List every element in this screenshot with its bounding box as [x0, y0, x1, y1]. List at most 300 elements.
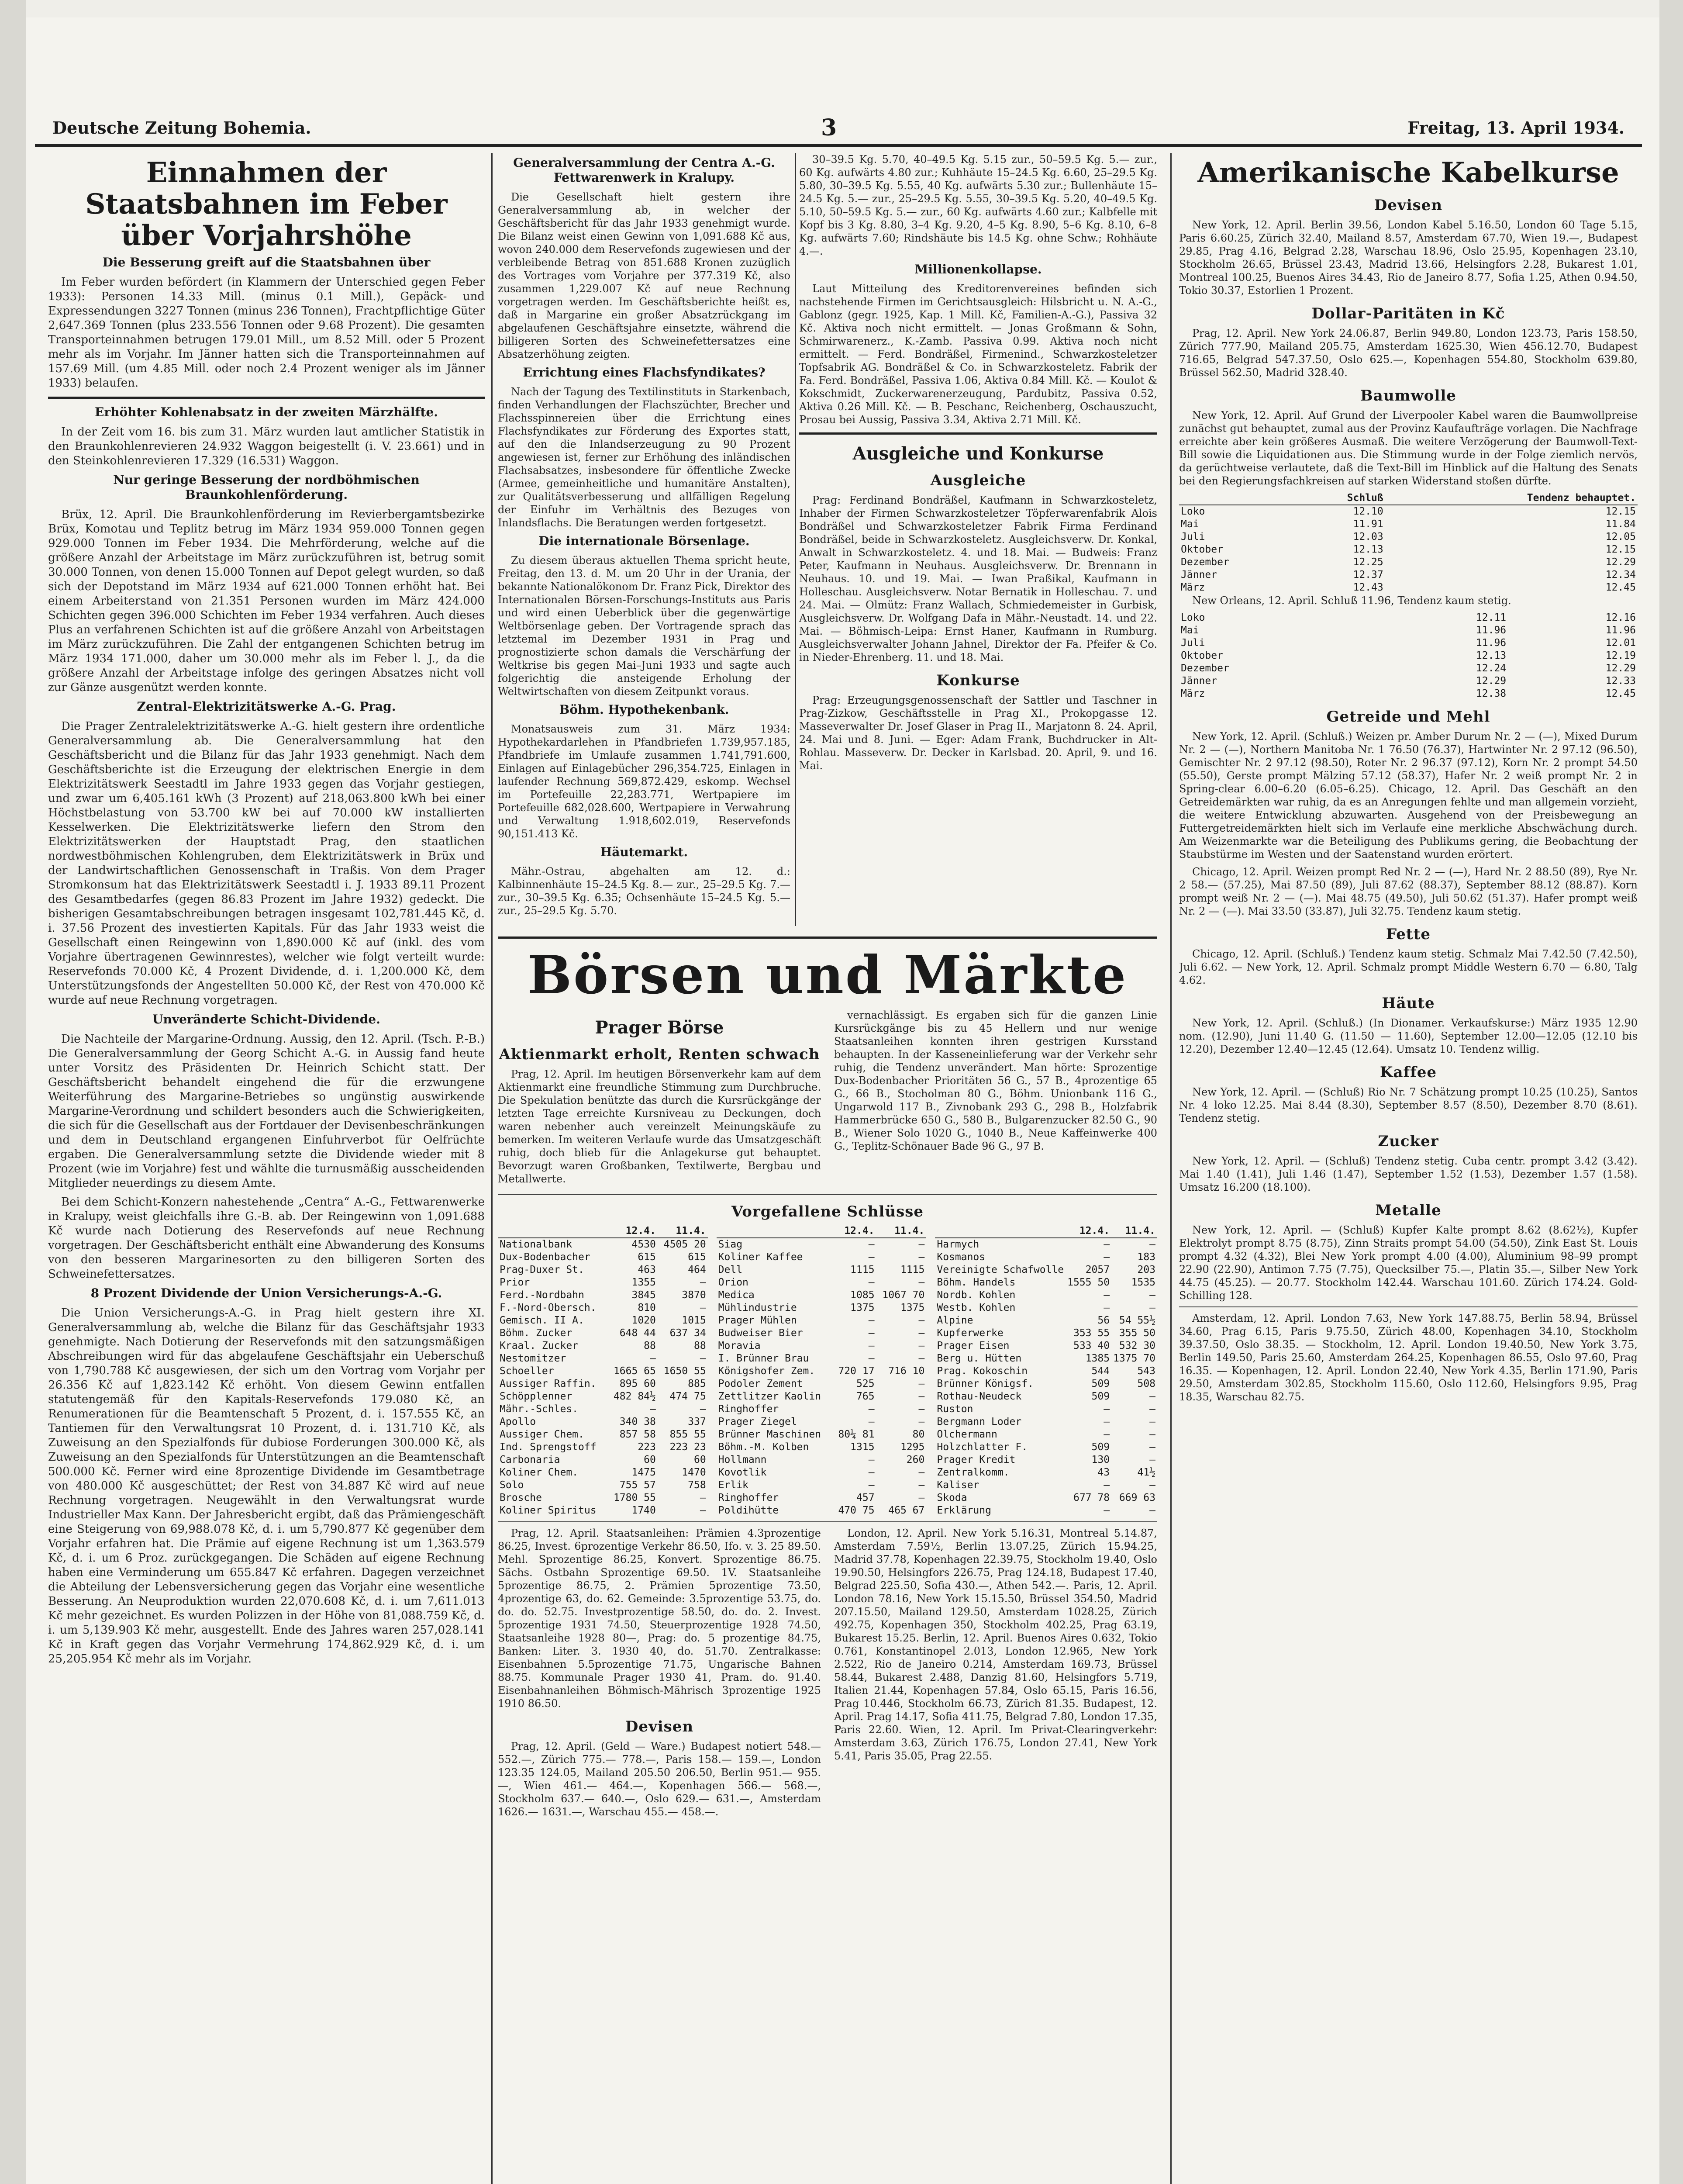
table-cell: 463 [638, 1264, 656, 1275]
table-cell: 12.38 [1476, 688, 1507, 699]
table-cell: 56 [1097, 1315, 1110, 1326]
section-subheading: Konkurse [936, 672, 1020, 689]
article-paragraph: vernachlässigt. Es ergaben sich für die ganzen Linie Kursrückgänge bis zu 45 Hellern und nur wenige Staatsanleihen konnten ihren gestrigen Kursstand behaupten. In der Kasseneinlieferung war der Verkehr sehr ruhig, die Tendenz unverändert. Man hörte: Sprozentige Dux-Bodenbacher Prioritäten 56 G., 57 B., 4prozentige 65 G., 66 B., Stocholman 80 G., Böhm. Unionbank 116 G., Ungarwold 117 B., Zivnobank 293 G., 298 B., Holzfabrik Hammerbrücke 650 G., 580 B., Bulgarenzucker 82.50 G., 90 B., Wiener Solo 1020 G., 1040 B., Neue Kaffeinwerke 400 G., Teplitz-Schönauer Bade 96 G., 97 B. [834, 1009, 1157, 1152]
table-row [717, 1479, 927, 1492]
table-cell: 12.25 [1353, 556, 1383, 568]
table-cell: 60 [693, 1454, 706, 1465]
table-cell: 543 [1137, 1365, 1156, 1377]
table-cell: Mai [1181, 518, 1199, 530]
table-cell: 533 40 [1073, 1340, 1110, 1351]
table-cell: Dezember [1181, 556, 1229, 568]
table-row [1179, 543, 1638, 556]
table-row [935, 1428, 1157, 1441]
table-header-row [935, 1225, 1157, 1238]
table-row [935, 1251, 1157, 1264]
table-cell: Kosmanos [937, 1251, 986, 1263]
table-row [498, 1390, 708, 1403]
table-cell: 80 [912, 1429, 925, 1440]
table-row [498, 1352, 708, 1365]
table-cell: Apollo [500, 1416, 536, 1427]
section-divider [498, 1521, 1157, 1522]
table-cell: Hollmann [718, 1454, 767, 1465]
table-cell: Poldihütte [718, 1505, 779, 1516]
table-row [498, 1238, 708, 1251]
markets-section [498, 930, 1157, 2184]
table-cell: 12.16 [1605, 612, 1636, 623]
article-paragraph: Prag, 12. April. (Geld — Ware.) Budapest notiert 548.— 552.—, Zürich 775.— 778.—, Paris 158.— 159.—, London 123.35 124.05, Mailand 205.50 206.50, Berlin 951.— 955.—, Wien 461.— 464.—, Kopenhagen 566.— 568.—, Stockholm 637.— 640.—, Oslo 629.— 631.—, Amsterdam 1626.— 1631.—, Warschau 455.— 458.—. [498, 1740, 821, 1818]
table-row [1179, 518, 1638, 531]
article-paragraph: Chicago, 12. April. (Schluß.) Tendenz kaum stetig. Schmalz Mai 7.42.50 (7.42.50), Juli 6.62. — New York, 12. April. Schmalz prompt Middle Western 6.70 — 6.80, Talg 4.62. [1179, 948, 1638, 986]
table-row [935, 1416, 1157, 1428]
table-cell: 669 63 [1119, 1492, 1156, 1503]
section-divider [498, 1194, 1157, 1195]
table-row [717, 1466, 927, 1479]
table-row [935, 1276, 1157, 1289]
table-row [1179, 556, 1638, 569]
table-cell: Juli [1181, 637, 1205, 649]
table-row [717, 1340, 927, 1352]
table-cell: 4505 20 [663, 1239, 706, 1250]
table-cell: Erklärung [937, 1505, 991, 1516]
table-cell: Prager Kredit [937, 1454, 1016, 1465]
table-cell: — [918, 1492, 925, 1503]
table-cell: — [1149, 1239, 1156, 1250]
table-cell: — [1104, 1403, 1110, 1415]
article-paragraph: New York, 12. April. Auf Grund der Liverpooler Kabel waren die Baumwollpreise zunächst gut behauptet, zumal aus der Provinz Kaufaufträge vorlagen. Die Nachfrage erreichte aber kein größeres Ausmaß. Die weitere Verzögerung der Baumwoll-Text-Bill sowie die Liquidationen aus. Die Stimmung wurde in der Folge ziemlich nervös, da gerüchtweise verlautete, daß die Text-Bill im Hinblick auf die Haltung des Senats bei den Regierungsfachkreisen auf starken Widerstand stoßen dürfte. [1179, 409, 1638, 487]
table-cell: Juli [1181, 531, 1205, 543]
table-row [498, 1302, 708, 1314]
table-cell: 648 44 [619, 1327, 656, 1339]
section-subheading: Getreide und Mehl [1326, 708, 1490, 726]
cotton-table [1179, 492, 1638, 594]
issue-date: Freitag, 13. April 1934. [1407, 118, 1624, 138]
section-subheading: Devisen [625, 1718, 694, 1735]
table-cell: 465 67 [888, 1505, 925, 1516]
section-subheading: Zucker [1378, 1133, 1439, 1150]
table-cell: — [868, 1239, 875, 1250]
article-paragraph: Zu diesem überaus aktuellen Thema spricht heute, Freitag, den 13. d. M. um 20 Uhr in der Urania, der bekannte Nationalökonom Dr. Franz Pick, Direktor des Internationalen Börsen-Forschungs-Instituts aus Paris und wird einen Ueberblick über die gegenwärtige Weltbörsenlage geben. Der Vortragende sprach das letztemal im Dezember 1931 in Prag und prognostizierte schon damals die Verschärfung der Weltkrise bis gegen Mai–Juni 1933 und sagte auch folgerichtig die ansteigende Erholung der Weltwirtschaften von diesem Zeitpunkt voraus. [498, 554, 790, 698]
table-cell: 1780 55 [613, 1492, 656, 1503]
article-title: Zentral-Elektrizitätswerke A.-G. Prag. [137, 699, 396, 714]
table-row [498, 1365, 708, 1378]
table-cell: Jänner [1181, 675, 1217, 687]
table-cell: Mähr.-Schles. [500, 1403, 579, 1415]
table-cell: — [700, 1492, 706, 1503]
table-row [935, 1378, 1157, 1390]
table-header-cell: 12.4. [833, 1225, 876, 1238]
table-row [498, 1340, 708, 1352]
table-row [498, 1314, 708, 1327]
table-cell: 43 [1097, 1467, 1110, 1478]
table-cell: 615 [688, 1251, 706, 1263]
table-header-cell [935, 1225, 1066, 1238]
table-row [1179, 624, 1638, 637]
table-row [935, 1479, 1157, 1492]
table-cell: Prager Mühlen [718, 1315, 797, 1326]
table-cell: Oktober [1181, 650, 1223, 661]
table-row [935, 1492, 1157, 1504]
section-subheading: Devisen [1374, 197, 1443, 214]
table-row [1179, 675, 1638, 688]
table-cell: Berg u. Hütten [937, 1353, 1022, 1364]
table-row [498, 1276, 708, 1289]
table-cell: 509 [1091, 1378, 1110, 1389]
article-paragraph: Mähr.-Ostrau, abgehalten am 12. d.: Kalbinnenhäute 15–24.5 Kg. 8.— zur., 25–29.5 Kg. 7.— zur., 30–39.5 Kg. 6.35; Ochsenhäute 15–24.5 Kg. 5.— zur., 25–29.5 Kg. 5.70. [498, 865, 790, 917]
table-cell: 508 [1137, 1378, 1156, 1389]
table-cell: — [868, 1340, 875, 1351]
table-cell: — [650, 1403, 656, 1415]
table-cell: 720 17 [838, 1365, 875, 1377]
table-cell: 60 [644, 1454, 656, 1465]
table-cell: Zentralkomm. [937, 1467, 1010, 1478]
section-divider [498, 936, 1157, 939]
article-paragraph: Prag, 12. April. Staatsanleihen: Prämien 4.3prozentige 86.25, Invest. 6prozentige Verkehr 86.50, Ifo. v. 3. 25 89.50. Mehl. Sprozentige 86.25, Konvert. Sprozentige 86.75. Sächs. Ostbahn Sprozentige 69.50. 1V. Staatsanleihe 5prozentige 86.75, 2. Prämien 5prozentige 73.50, 4prozentige 63, do. 62. Gemeinde: 3.5prozentige 53.75, do. do. do. 52.75. Investprozentige 58.50, do. do. 2. Invest. 5prozentige 1931 74.50, Steuerprozentige 1928 74.50, Staatsanleihe 1928 80—, Prag: do. 5 prozentige 84.75, Banken: Liter. 3. 1930 40, do. 51.70. Zentralkasse: Eisenbahnen 5.5prozentige 71.75, Ungarische Bahnen 88.75. Kommunale Prager 1930 41, Pram. do. 91.40. Eisenbahnanleihen Böhmisch-Mährisch 3prozentige 1925 1910 86.50. [498, 1527, 821, 1710]
table-header-cell: 11.4. [658, 1225, 708, 1238]
table-cell: Podoler Zement [718, 1378, 803, 1389]
article-title: Die internationale Börsenlage. [538, 534, 750, 548]
stocks-tables [498, 1225, 1157, 1517]
table-cell: Ringhoffer [718, 1492, 779, 1503]
table-row [498, 1441, 708, 1454]
table-cell: Ruston [937, 1403, 973, 1415]
article-paragraph: Die Union Versicherungs-A.-G. in Prag hielt gestern ihre XI. Generalversammlung ab, welche die Bilanz für das Geschäftsjahr 1933 genehmigte. Nach Dotierung der Reservefonds mit den satzungsmäßigen Abschreibungen wird für das abgelaufene Geschäftsjahr ein Ueberschuß von 1,790.788 Kč ausgewiesen, der sich um den Vortrag vom Vorjahr per 26.356 Kč auf 1,823.142 Kč erhöht. Von diesem Gewinn entfallen statutengemäß für den Kapitals-Reservefonds 179.080 Kč, an Renumerationen für die Beamtenschaft 5 Prozent, d. i. 157.555 Kč, an Tantiemen für den Verwaltungsrat 10 Prozent, d. i. 131.710 Kč, als Zuweisung an den Spezialfonds für dubiose Forderungen 300.000 Kč, als Zuweisung an den Spezialfonds für Unterstützungen an die Beamtenschaft 500.000 Kč. Ferner wird eine 8prozentige Dividende im Gesamtbetrage von 480.000 Kč ausgeschüttet; der Rest von 34.887 Kč wird auf neue Rechnung vorgetragen. Neugewählt in den Verwaltungsrat wurde Industrieller Max Kann. Der Jahresbericht ergibt, daß das Prämiengeschäft eine Steigerung von 69,988.078 Kč, d. i. um 5,790.877 Kč gegenüber dem Vorjahr erfahren hat. Die Prämie auf eigene Rechnung ist um 1,363.579 Kč, d. i. um 6 Proz. zurückgegangen. Die Schäden auf eigene Rechnung haben eine Verminderung um 655.847 Kč erfahren. Dagegen verzeichnet die Abteilung der Lebensversicherung gegen das Vorjahr eine wesentliche Besserung. An Neuproduktion wurden 22,070.608 Kč, d. i. um 7,611.013 Kč mehr gezeichnet. Es wurden Polizzen in der Höhe von 81,088.759 Kč, d. i. um 5,139.903 Kč mehr, ausgestellt. Ende des Jahres waren 257,028.141 Kč in Kraft gegen das Vorjahr Vermehrung 174,862.929 Kč, d. i. um 25,205.954 Kč mehr als im Vorjahr. [48, 1306, 485, 1666]
table-cell: — [918, 1239, 925, 1250]
table-cell: — [1149, 1391, 1156, 1402]
table-row [935, 1340, 1157, 1352]
table-row [498, 1264, 708, 1276]
table-cell: 353 55 [1073, 1327, 1110, 1339]
article-paragraph: Die Gesellschaft hielt gestern ihre Generalversammlung ab, in welcher der Geschäftsbericht für das Jahr 1933 genehmigt wurde. Die Bilanz weist einen Gewinn von 1,091.688 Kč aus, wovon 240.000 dem Reservefonds zugewiesen und der verbleibende Betrag von 851.688 Kronen zuzüglich des Vortrages vom Vorjahre per 377.319 Kč, also zusammen 1,229.007 Kč auf neue Rechnung vorgetragen werden. Im Geschäftsberichte heißt es, daß in Margarine ein großer Absatzrückgang im abgelaufenen Geschäftsjahre einsetzte, während die billigeren Sorten des Schweinefettersatzes eine Absatzerhöhung zeigten. [498, 191, 790, 360]
table-cell: 12.29 [1605, 663, 1636, 674]
section-divider [799, 432, 1157, 435]
table-cell: — [918, 1315, 925, 1326]
table-cell: Böhm. Handels [937, 1277, 1016, 1288]
table-cell: 532 30 [1119, 1340, 1156, 1351]
table-cell: 855 55 [669, 1429, 706, 1440]
article-paragraph: New York, 12. April. Berlin 39.56, London Kabel 5.16.50, London 60 Tage 5.15, Paris 6.60.25, Zürich 32.40, Mailand 8.57, Amsterdam 67.70, Wien 19.—, Budapest 29.85, Prag 4.16, Belgrad 2.28, Warschau 18.96, Oslo 25.95, Kopenhagen 23.10, Stockholm 26.65, Brüssel 23.43, Madrid 13.66, Helsingfors 2.28, Bukarest 1.01, Montreal 100.25, Buenos Aires 34.43, Rio de Janeiro 8.77, Sofia 1.25, Athen 0.94.50, Tokio 30.37, Estorlien 1 Prozent. [1179, 219, 1638, 297]
section-divider [1179, 1306, 1638, 1307]
table-cell: Kovotlik [718, 1467, 767, 1478]
table-row [935, 1454, 1157, 1466]
table-header-cell [1179, 492, 1296, 505]
table-row [498, 1428, 708, 1441]
table-cell: 3845 [631, 1289, 656, 1301]
table-cell: — [868, 1251, 875, 1263]
table-cell: 88 [693, 1340, 706, 1351]
article-paragraph: New York, 12. April. — (Schluß) Kupfer Kalte prompt 8.62 (8.62½), Kupfer Elektrolyt prompt 8.75 (8.75), Zinn Straits prompt 54.00 (54.50), Zink East St. Louis prompt 4.32 (4.32), Blei New York prompt 4.00 (4.00), Aluminium 98–99 prompt 22.90 (22.90), Antimon 7.75 (7.75), Quecksilber 75.—, Platin 35.—, Silber New York 44.75 (45.25). — 20.77. Stockholm 142.44. Warschau 101.60. Zürich 174.24. Gold-Schilling 128. [1179, 1224, 1638, 1302]
table-row [717, 1314, 927, 1327]
table-cell: 1375 [850, 1302, 875, 1313]
table-cell: 12.13 [1476, 650, 1507, 661]
table-cell: 1020 [631, 1315, 656, 1326]
table-cell: — [1104, 1289, 1110, 1301]
table-cell: 637 34 [669, 1327, 706, 1339]
table-row [717, 1276, 927, 1289]
table-cell: — [1149, 1429, 1156, 1440]
table-row [717, 1251, 927, 1264]
table-cell: Böhm.-M. Kolben [718, 1441, 809, 1453]
table-cell: 885 [688, 1378, 706, 1389]
article-paragraph: Nach der Tagung des Textilinstituts in Starkenbach, finden Verhandlungen der Flachszüchter, Brecher und Flachsspinnereien über die Errichtung eines Flachsfyndikates zur Förderung des Exportes statt, auf den die Inlandserzeugung zu 90 Prozent angewiesen ist, ferner zur Erhöhung des inländischen Flachsabsatzes, insbesondere für öffentliche Zwecke (Armee, gemeinheitliche und humanitäre Anstalten), zur Qualitätsverbesserung und allfälligen Regelung der Einfuhr im Verhältnis des Bezuges von Inlandsflachs. Die Beratungen werden fortgesetzt. [498, 386, 790, 529]
table-cell: 1295 [900, 1441, 925, 1453]
section-subheading: Fette [1386, 926, 1431, 943]
table-cell: Oktober [1181, 544, 1223, 555]
article-paragraph: Bei dem Schicht-Konzern nahestehende „Centra“ A.-G., Fettwarenwerke in Kralupy, weist gleichfalls ihre G.-B. ab. Der Reingewinn von 1,091.688 Kč wurde nach Dotierung des Reservefonds auf neue Rechnung vorgetragen. Der Geschäftsbericht enthält eine Abwanderung des Konsums von den besseren Margarinesorten zu den billigeren Sorten des Schweinefettersatzes. [48, 1196, 485, 1281]
table-cell: — [918, 1353, 925, 1364]
table-cell: 1385 [1085, 1353, 1110, 1364]
table-cell: — [918, 1340, 925, 1351]
table-row [935, 1352, 1157, 1365]
article-paragraph: Brüx, 12. April. Die Braunkohlenförderung im Revierbergamtsbezirke Brüx, Komotau und Teplitz betrug im März 1934 959.000 Tonnen gegen 929.000 Tonnen im Feber 1934. Die Mehrförderung, welche auf die größere Anzahl der Arbeitstage im März zurückzuführen ist, betrug somit 30.000 Tonnen, von denen 15.000 Tonnen auf Depot gelegt wurden, so daß sich der Depotstand im März 1934 auf 621.000 Tonnen erhöht hat. Bei einem Arbeiterstand von 21.351 Personen wurden im März 424.000 Schichten gegen 396.000 Schichten im Feber 1934 verfahren. Auch dieses Plus an verfahrenen Schichten ist auf die größere Anzahl von Arbeitstagen im März zurückzuführen. Die Zahl der entgangenen Schichten betrug im März 1934 171.000, daher um 30.000 mehr als im Feber l. J., da die größere Anzahl der Arbeitstage infolge des geringen Absatzes nicht voll zur Gänze ausgenützt werden konnte. [48, 508, 485, 694]
table-cell: Ringhoffer [718, 1403, 779, 1415]
table-row [717, 1289, 927, 1302]
table-cell: Brünner Maschinen [718, 1429, 821, 1440]
table-cell: Schoeller [500, 1365, 554, 1377]
table-row [498, 1403, 708, 1416]
table-cell: Brosche [500, 1492, 542, 1503]
table-cell: 457 [856, 1492, 875, 1503]
table-cell: 895 60 [619, 1378, 656, 1389]
table-cell: — [918, 1403, 925, 1415]
table-cell: 1475 [631, 1467, 656, 1478]
table-cell: Dezember [1181, 663, 1229, 674]
table-cell: 1665 65 [613, 1365, 656, 1377]
table-row [717, 1302, 927, 1314]
table-row [1179, 650, 1638, 662]
table-row [498, 1504, 708, 1517]
table-cell: — [868, 1467, 875, 1478]
section-divider [48, 397, 485, 399]
table-cell: Dell [718, 1264, 743, 1275]
table-cell: 12.19 [1605, 650, 1636, 661]
article-paragraph: New Orleans, 12. April. Schluß 11.96, Tendenz kaum stetig. [1192, 594, 1511, 607]
table-cell: Prag-Duxer St. [500, 1264, 584, 1275]
table-cell: 12.29 [1476, 675, 1507, 687]
article-paragraph: London, 12. April. New York 5.16.31, Montreal 5.14.87, Amsterdam 7.59½, Berlin 13.07.25, Zürich 15.94.25, Madrid 37.78, Kopenhagen 22.39.75, Stockholm 19.40, Oslo 19.90.50, Helsingfors 226.75, Prag 124.18, Budapest 17.40, Belgrad 225.50, Sofia 430.—, Athen 542.—. Paris, 12. April. London 78.16, New York 15.15.50, Brüssel 354.50, Madrid 207.15.50, Mailand 129.50, Amsterdam 1028.25, Zürich 492.75, Kopenhagen 350, Stockholm 402.25, Prag 63.19, Bukarest 15.25. Berlin, 12. April. Buenos Aires 0.632, Tokio 0.761, Konstantinopel 2.013, London 12.965, New York 2.522, Rio de Janeiro 0.214, Amsterdam 169.73, Brüssel 58.44, Bukarest 2.488, Danzig 81.60, Helsingfors 5.719, Italien 21.44, Kopenhagen 57.84, Oslo 65.15, Paris 16.56, Prag 10.446, Stockholm 66.73, Zürich 81.35. Budapest, 12. April. Prag 14.17, Sofia 411.75, Belgrad 7.80, London 17.35, Paris 22.60. Wien, 12. April. Im Privat-Clearingverkehr: Amsterdam 3.63, Zürich 176.75, London 27.41, New York 5.41, Paris 35.05, Prag 22.55. [834, 1527, 1157, 1762]
table-cell: — [1149, 1441, 1156, 1453]
table-row [1179, 637, 1638, 650]
article-paragraph: Chicago, 12. April. Weizen prompt Red Nr. 2 — (—), Hard Nr. 2 88.50 (89), Rye Nr. 2 58.— (57.25), Mai 87.50 (89), Juli 87.62 (88.37), September 88.12 (88.87). Korn prompt weiß Nr. 2 — (—). Mai 48.75 (49.50), Juli 50.62 (51.37). Hafer prompt weiß Nr. 2 — (—). Mai 33.50 (33.87), Juli 32.75. Tendenz kaum stetig. [1179, 866, 1638, 917]
table-cell: Rothau-Neudeck [937, 1391, 1022, 1402]
table-row [1179, 662, 1638, 675]
table-cell: — [1149, 1479, 1156, 1491]
table-cell: Loko [1181, 506, 1205, 517]
table-header-cell: 11.4. [876, 1225, 927, 1238]
table-cell: 1085 [850, 1289, 875, 1301]
table-cell: — [1149, 1505, 1156, 1516]
table-row [935, 1238, 1157, 1251]
table-header-cell: Tendenz behauptet. [1385, 492, 1638, 505]
table-cell: 12.01 [1605, 637, 1636, 649]
table-row [935, 1289, 1157, 1302]
article-title: Unveränderte Schicht-Dividende. [152, 1012, 380, 1026]
table-cell: 3870 [682, 1289, 706, 1301]
table-cell: — [918, 1277, 925, 1288]
table-row [717, 1352, 927, 1365]
table-cell: 1650 55 [663, 1365, 706, 1377]
section-subheading: Metalle [1375, 1202, 1442, 1219]
table-row [935, 1327, 1157, 1340]
table-cell: — [700, 1505, 706, 1516]
article-subhead: Die Besserung greift auf die Staatsbahnen über [102, 255, 431, 270]
article-paragraph: Die Nachteile der Margarine-Ordnung. Aussig, den 12. April. (Tsch. P.-B.) Die Generalversammlung der Georg Schicht A.-G. in Aussig fand heute unter Vorsitz des Präsidenten Dr. Heinrich Schicht statt. Der Geschäftsbericht behandelt eingehend die für die erzwungene Weiterführung des Margarine-Betriebes so ungünstig auswirkende Margarine-Verordnung und schildert besonders auch die Schwierigkeiten, die sich für die Gesellschaft aus der Fortdauer der Devisenbeschränkungen und dem in Deutschland ergangenen Einfuhrverbot für Oelfrüchte ergaben. Die Generalversammlung setzte die Dividende wieder mit 8 Prozent (wie im Vorjahre) fest und wählte die turnusmäßig ausscheidenden Mitglieder neuerdings zu diesem Amte. [48, 1033, 485, 1190]
table-cell: 11.96 [1605, 625, 1636, 636]
table-cell: Kupferwerke [937, 1327, 1004, 1339]
table-cell: — [1149, 1302, 1156, 1313]
article-paragraph: New York, 12. April. (Schluß.) (In Dionamer. Verkaufskurse:) März 1935 12.90 nom. (12.90), Juni 11.40 G. (11.50 — 11.60), September 12.00—12.05 (12.10 bis 12.20), Dezember 12.40—12.45 (12.64). Umsatz 10. Tendenz willig. [1179, 1017, 1638, 1055]
table-cell: 470 75 [838, 1505, 875, 1516]
table-cell: — [1104, 1479, 1110, 1491]
table-cell: 525 [856, 1378, 875, 1389]
table-row [717, 1454, 927, 1466]
section-subheading: Aktienmarkt erholt, Renten schwach [499, 1046, 820, 1063]
table-cell: 509 [1091, 1441, 1110, 1453]
table-cell: — [650, 1353, 656, 1364]
table-cell: Mai [1181, 625, 1199, 636]
table-cell: 12.33 [1605, 675, 1636, 687]
article-title: Böhm. Hypothekenbank. [559, 702, 729, 717]
scan-margin-right [1659, 0, 1683, 2184]
table-cell: — [1104, 1302, 1110, 1313]
table-cell: Prag. Kokoschin [937, 1365, 1028, 1377]
table-cell: Bergmann Loder [937, 1416, 1022, 1427]
table-cell: 12.43 [1353, 582, 1383, 593]
table-cell: 130 [1091, 1454, 1110, 1465]
table-row [1179, 612, 1638, 624]
table-cell: — [868, 1277, 875, 1288]
table-row [717, 1441, 927, 1454]
table-cell: Skoda [937, 1492, 967, 1503]
table-cell: 11.84 [1605, 518, 1636, 530]
page-number: 3 [821, 114, 837, 141]
table-row [1179, 688, 1638, 700]
table-cell: 12.13 [1353, 544, 1383, 555]
table-cell: 755 57 [619, 1479, 656, 1491]
table-cell: Kaliser [937, 1479, 979, 1491]
table-row [717, 1390, 927, 1403]
table-cell: — [700, 1277, 706, 1288]
table-cell: Ferd.-Nordbahn [500, 1289, 584, 1301]
table-cell: Medica [718, 1289, 755, 1301]
cotton-table [1179, 612, 1638, 700]
table-row [717, 1492, 927, 1504]
table-row [1179, 531, 1638, 543]
table-cell: Westb. Kohlen [937, 1302, 1016, 1313]
table-row [498, 1416, 708, 1428]
table-cell: Vereinigte Schafwolle [937, 1264, 1064, 1275]
article-title: Generalversammlung der Centra A.-G. Fettwarenwerk in Kralupy. [513, 156, 775, 185]
table-cell: 88 [644, 1340, 656, 1351]
table-cell: — [868, 1454, 875, 1465]
table-cell: 1375 70 [1113, 1353, 1156, 1364]
table-cell: Gemisch. II A. [500, 1315, 584, 1326]
article-paragraph: Prag: Ferdinand Bondräßel, Kaufmann in Schwarzkosteletz, Inhaber der Firmen Schwarzkosteletzer Töpferwarenfabrik Alois Bondräßel und Schwarzkosteletzer Fabrik Firma Ferdinand Bondräßel, beide in Schwarzkosteletz. Ausgleichsverw. Dr. Konkal, Anwalt in Schwarzkosteletz. 4. und 18. Mai. — Budweis: Franz Peter, Kaufmann in Neuhaus. Ausgleichsverw. Dr. Brennann in Neuhaus. 10. und 19. Mai. — Iwan Praßikal, Kaufmann in Holleschau. Ausgleichsverw. Notar Bernatik in Holleschau. 7. und 24. Mai. — Olmütz: Franz Wallach, Schmiedemeister in Gurbisk, Ausgleichsverw. Dr. Wolfgang Dafa in Mähr.-Neustadt. 14. und 22. Mai. — Böhmisch-Leipa: Ernst Haner, Kaufmann in Rumburg. Ausgleichsverwalter Johann Jahnel, Direktor der Fa. Pfeifer & Co. in Nieder-Ehrenberg. 11. und 18. Mai. [799, 494, 1157, 663]
table-row [935, 1441, 1157, 1454]
section-heading: Amerikanische Kabelkurse [1197, 156, 1619, 189]
table-cell: 2057 [1085, 1264, 1110, 1275]
table-header-cell: 11.4. [1111, 1225, 1157, 1238]
table-cell: — [700, 1302, 706, 1313]
table-row [498, 1479, 708, 1492]
article-paragraph: Prag, 12. April. New York 24.06.87, Berlin 949.80, London 123.73, Paris 158.50, Zürich 777.90, Mailand 205.75, Amsterdam 1625.30, Wien 456.12.70, Budapest 716.65, Belgrad 547.37.50, Oslo 625.—, Kopenhagen 554.80, Stockholm 639.80, Brüssel 562.50, Madrid 328.40. [1179, 327, 1638, 379]
table-row [935, 1466, 1157, 1479]
table-cell: — [918, 1391, 925, 1402]
table-cell: 758 [688, 1479, 706, 1491]
table-cell: — [918, 1479, 925, 1491]
article-paragraph: In der Zeit vom 16. bis zum 31. März wurden laut amtlicher Statistik in den Braunkohlenrevieren 24.932 Waggon beigestellt (i. V. 23.661) und in den Steinkohlenrevieren 17.329 (16.531) Waggon. [48, 425, 485, 467]
newspaper-name: Deutsche Zeitung Bohemia. [52, 118, 311, 138]
table-cell: Böhm. Zucker [500, 1327, 572, 1339]
table-cell: Brünner Königsf. [937, 1378, 1034, 1389]
table-cell: Zettlitzer Kaolin [718, 1391, 821, 1402]
table-cell: 223 23 [669, 1441, 706, 1453]
article-title: Häutemarkt. [600, 845, 688, 859]
article-paragraph: Die Prager Zentralelektrizitätswerke A.-G. hielt gestern ihre ordentliche Generalversammlung ab. Die Generalversammlung hat den Geschäftsbericht und die Bilanz für das Jahr 1933 genehmigt. Nach dem Geschäftsberichte ist die Erzeugung der elektrischen Energie in dem Elektrizitätswerk Seestadtl im Jahre 1933 gegen das Vorjahr gestiegen, und zwar um 6,405.161 kWh (3 Prozent) auf 218,063.800 kWh bei einer Höchstbelastung von 53.700 kW bei auf 70.000 kW installierten Kesselwerken. Die Elektrizitätswerke liefern den Strom den Elektrizitätswerken der Hauptstadt Prag, den staatlichen nordwestböhmischen Kohlengruben, dem Elektrizitätswerk in Brüx und der Landwirtschaftlichen Genossenschaft in Traßis. Von dem Prager Stromkonsum hat das Elektrizitätswerk Seestadtl i. J. 1933 89.11 Prozent des Gesamtbedarfes (gegen 86.83 Prozent im Jahre 1932) gedeckt. Die bisherigen Gesamtabschreibungen betragen insgesamt 102,781.445 Kč, d. i. 37.56 Prozent des investierten Kapitals. Für das Jahr 1933 weist die Gesellschaft einen Reingewinn von 1,890.000 Kč auf (inkl. des vom Vorjahre übertragenen Gewinnrestes), welcher wie folgt verteilt wurde: Reservefonds 70.000 Kč, 4 Prozent Dividende, d. i. 1,200.000 Kč, dem Unterstützungsfonds der Angestellten 50.000 Kč, der Rest von 470.000 Kč wurde auf neue Rechnung vorgetragen. [48, 720, 485, 1007]
table-cell: — [1104, 1429, 1110, 1440]
table-cell: 716 10 [888, 1365, 925, 1377]
table-cell: Schöpplenner [500, 1391, 572, 1402]
table-cell: Carbonaria [500, 1454, 560, 1465]
table-cell: 11.91 [1353, 518, 1383, 530]
table-cell: — [1149, 1416, 1156, 1427]
article-paragraph: Monatsausweis zum 31. März 1934: Hypothekardarlehen in Pfandbriefen 1.739,957.185, Pfandbriefe im Umlaufe zusammen 1.741,791.600, Einlagen auf Einlagebücher 296,354.725, Einlagen in laufender Rechnung 569,872.429, eskomp. Wechsel im Portefeuille 22,283.771, Wertpapiere im Portefeuille 682,028.600, Wertpapiere in Verwahrung und Verwaltung 1.918,602.019, Reservefonds 90,151.413 Kč. [498, 723, 790, 840]
table-cell: 765 [856, 1391, 875, 1402]
article-headline: Einnahmen der Staatsbahnen im Feber über Vorjahrshöhe [85, 156, 448, 252]
column-rule [795, 153, 796, 926]
section-subheading: Ausgleiche [930, 472, 1026, 489]
table-cell: — [1104, 1251, 1110, 1263]
table-cell: 11.96 [1476, 625, 1507, 636]
section-heading: Prager Börse [595, 1017, 724, 1038]
table-cell: Budweiser Bier [718, 1327, 803, 1339]
stocks-table [498, 1225, 708, 1517]
table-cell: 1470 [682, 1467, 706, 1478]
table-cell: Nordb. Kohlen [937, 1289, 1016, 1301]
table-header-cell [498, 1225, 607, 1238]
table-cell: — [1104, 1505, 1110, 1516]
table-cell: Dux-Bodenbacher [500, 1251, 590, 1263]
stocks-title: Vorgefallene Schlüsse [731, 1203, 924, 1220]
table-cell: — [1149, 1289, 1156, 1301]
table-cell: März [1181, 688, 1205, 699]
article-paragraph: 30–39.5 Kg. 5.70, 40–49.5 Kg. 5.15 zur., 50–59.5 Kg. 5.— zur., 60 Kg. aufwärts 4.80 zur.; Kuhhäute 15–24.5 Kg. 6.60, 25–29.5 Kg. 5.80, 30–39.5 Kg. 5.55, 40 Kg. aufwärts 5.30 zur.; Bullenhäute 15–24.5 Kg. 5.— zur., 25–29.5 Kg. 5.55, 30–39.5 Kg. 5.20, 40–49.5 Kg. 5.10, 50–59.5 Kg. 5.— zur., 60 Kg. aufwärts 4.60 zur.; Kalbfelle mit Kopf bis 3 Kg. 8.80, 3–4 Kg. 9.20, 4–5 Kg. 8.90, 5–6 Kg. 8.10, 6–8 Kg. aufwärts 7.60; Rindshäute bis 14.5 Kg. ohne Schw.; Rohhäute 4.—. [799, 153, 1157, 257]
table-row [935, 1403, 1157, 1416]
table-cell: — [1104, 1239, 1110, 1250]
markets-title: Börsen und Märkte [527, 944, 1128, 1006]
article-title: 8 Prozent Dividende der Union Versicherungs-A.-G. [90, 1286, 442, 1300]
table-cell: — [918, 1467, 925, 1478]
table-cell: — [918, 1416, 925, 1427]
table-cell: 677 78 [1073, 1492, 1110, 1503]
table-cell: Olchermann [937, 1429, 997, 1440]
table-cell: 12.29 [1605, 556, 1636, 568]
table-cell: 12.37 [1353, 569, 1383, 581]
table-cell: 12.45 [1605, 688, 1636, 699]
table-row [717, 1378, 927, 1390]
table-row [717, 1504, 927, 1517]
article-paragraph: New York, 12. April. — (Schluß) Rio Nr. 7 Schätzung prompt 10.25 (10.25), Santos Nr. 4 loko 12.25. Mai 8.44 (8.30), September 8.57 (8.50), Dezember 8.70 (8.61). Tendenz stetig. [1179, 1086, 1638, 1124]
table-cell: — [918, 1378, 925, 1389]
table-cell: 857 58 [619, 1429, 656, 1440]
table-cell: 260 [906, 1454, 925, 1465]
table-cell: Nestomitzer [500, 1353, 566, 1364]
column-rule [491, 153, 493, 2184]
table-cell: 1315 [850, 1441, 875, 1453]
table-cell: 1535 [1131, 1277, 1156, 1288]
table-row [717, 1416, 927, 1428]
table-cell: Alpine [937, 1315, 973, 1326]
table-row [717, 1365, 927, 1378]
